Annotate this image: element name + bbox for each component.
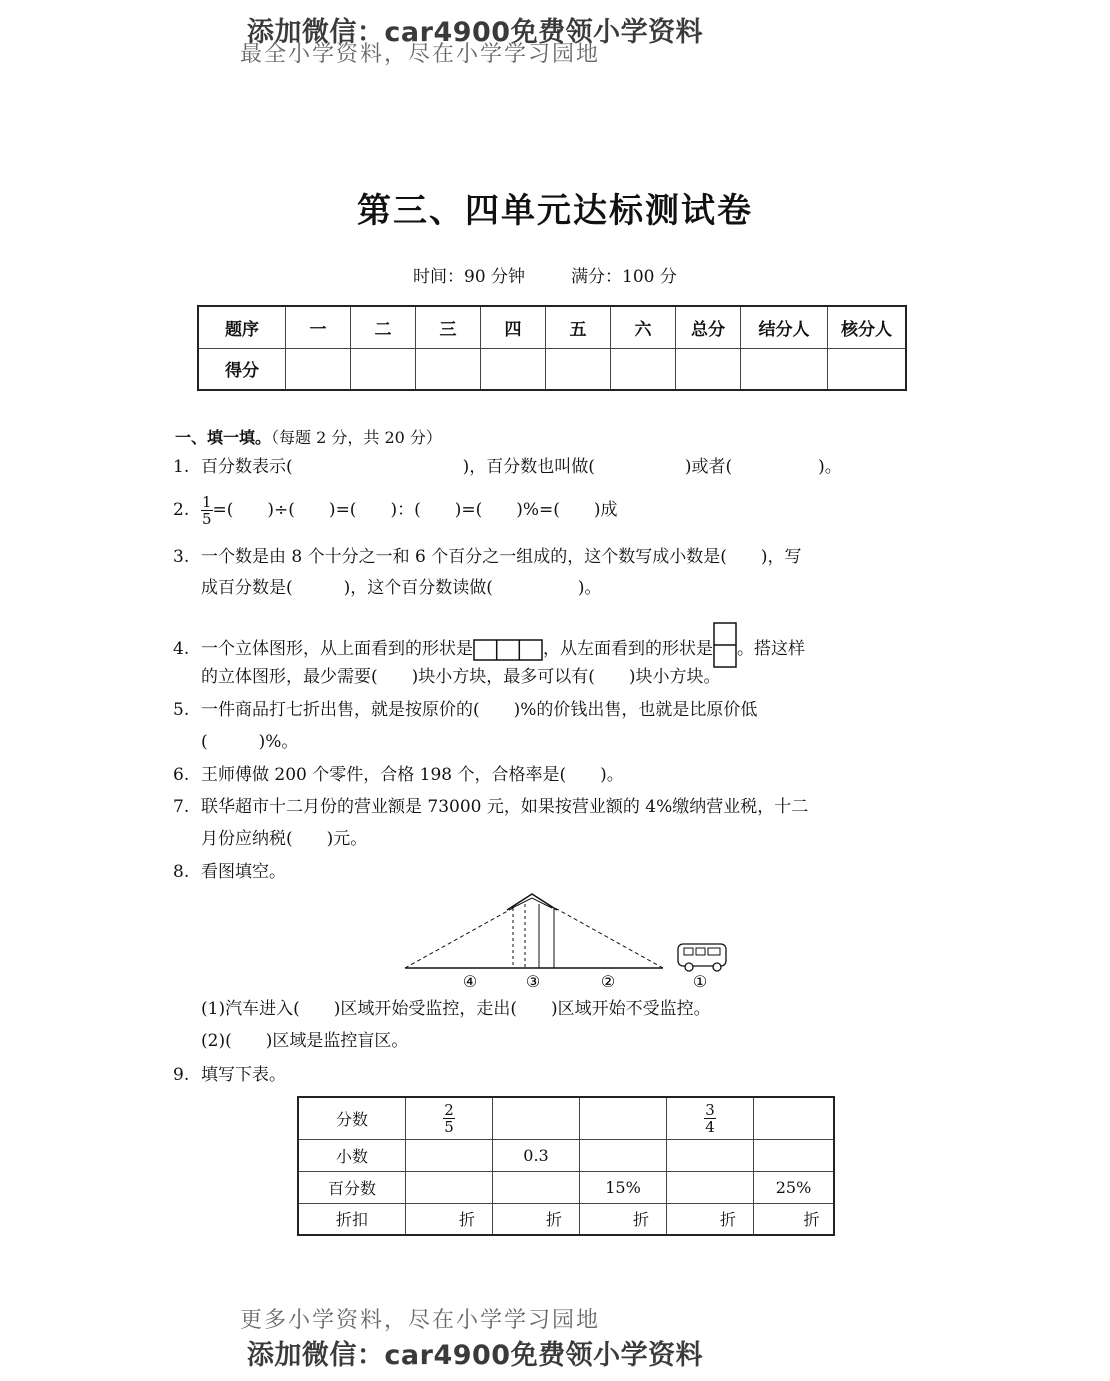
q1-part-b: )，百分数也叫做( bbox=[462, 457, 595, 477]
table-row bbox=[298, 1203, 834, 1235]
q5-line1: 一件商品打七折出售，就是按原价的( )%的价钱出售，也就是比原价低 bbox=[201, 700, 758, 720]
question-number: 4. bbox=[173, 639, 190, 659]
question-number: 2. bbox=[173, 500, 190, 520]
question-number: 9. bbox=[173, 1065, 190, 1085]
q1-part-d: )。 bbox=[818, 457, 842, 477]
score-cell: 二 bbox=[351, 306, 416, 348]
score-table-header-row bbox=[198, 306, 906, 348]
region-label: ② bbox=[600, 972, 616, 991]
question-7 bbox=[173, 797, 808, 817]
q1-part-a: 百分数表示( bbox=[201, 457, 293, 477]
score-cell: 三 bbox=[416, 306, 481, 348]
score-cell: 总分 bbox=[676, 306, 741, 348]
left-view-shape-icon bbox=[713, 622, 737, 668]
q4-part-a: 一个立体图形，从上面看到的形状是 bbox=[201, 639, 473, 659]
answer-cell[interactable] bbox=[406, 1171, 493, 1203]
fraction: $\frac{1}{5}$ bbox=[202, 493, 212, 528]
question-2 bbox=[173, 492, 618, 528]
q6-text: 王师傅做 200 个零件，合格 198 个，合格率是( )。 bbox=[201, 765, 624, 785]
table-cell bbox=[667, 1097, 754, 1139]
question-3-line2: 成百分数是( )，这个百分数读做( )。 bbox=[201, 578, 602, 598]
score-input-cell[interactable] bbox=[481, 348, 546, 390]
q1-part-c: )或者( bbox=[684, 457, 733, 477]
q8-text: 看图填空。 bbox=[201, 862, 286, 882]
discount-unit: 折 bbox=[545, 1210, 562, 1230]
section-heading bbox=[175, 425, 442, 448]
answer-cell[interactable] bbox=[667, 1203, 754, 1235]
row-label: 折扣 bbox=[298, 1203, 406, 1235]
answer-cell[interactable] bbox=[754, 1097, 835, 1139]
score-input-cell[interactable] bbox=[611, 348, 676, 390]
score-input-cell[interactable] bbox=[351, 348, 416, 390]
watermark-top: 添加微信：car4900免费领小学资料 bbox=[246, 17, 704, 48]
score-input-cell[interactable] bbox=[286, 348, 351, 390]
table-cell bbox=[406, 1097, 493, 1139]
score-cell: 一 bbox=[286, 306, 351, 348]
score-table bbox=[197, 305, 907, 391]
ghost-text-top: 最全小学资料，尽在小学学习园地 bbox=[240, 42, 601, 67]
page-title: 第三、四单元达标测试卷 bbox=[357, 191, 753, 231]
discount-unit: 折 bbox=[719, 1210, 736, 1230]
top-view-shape-icon bbox=[473, 639, 543, 661]
q2-text: =( )÷( )=( )：( )=( )%=( )成 bbox=[212, 500, 618, 520]
time-limit: 时间：90 分钟 bbox=[413, 267, 526, 287]
answer-cell[interactable] bbox=[667, 1139, 754, 1171]
score-input-cell[interactable] bbox=[741, 348, 828, 390]
answer-cell[interactable] bbox=[406, 1139, 493, 1171]
row-label: 小数 bbox=[298, 1139, 406, 1171]
question-number: 5. bbox=[173, 700, 190, 720]
question-5 bbox=[173, 700, 757, 720]
discount-unit: 折 bbox=[458, 1210, 475, 1230]
score-cell: 六 bbox=[611, 306, 676, 348]
answer-cell[interactable] bbox=[493, 1171, 580, 1203]
ghost-text-bottom: 更多小学资料，尽在小学学习园地 bbox=[240, 1308, 601, 1333]
score-cell: 五 bbox=[546, 306, 611, 348]
building-roof bbox=[507, 894, 557, 910]
table-cell: 0.3 bbox=[493, 1139, 580, 1171]
bus-icon bbox=[678, 944, 726, 971]
score-input-cell[interactable] bbox=[676, 348, 741, 390]
answer-cell[interactable] bbox=[754, 1139, 835, 1171]
q9-text: 填写下表。 bbox=[201, 1065, 286, 1085]
table-cell: 25% bbox=[754, 1171, 835, 1203]
answer-cell[interactable] bbox=[493, 1097, 580, 1139]
answer-cell[interactable] bbox=[667, 1171, 754, 1203]
row-label: 分数 bbox=[298, 1097, 406, 1139]
question-number: 1. bbox=[173, 457, 190, 477]
score-cell: 核分人 bbox=[828, 306, 907, 348]
full-score: 满分：100 分 bbox=[571, 267, 677, 287]
camera-range-left bbox=[405, 908, 513, 968]
discount-unit: 折 bbox=[803, 1210, 820, 1230]
question-8-sub1: (1)汽车进入( )区域开始受监控，走出( )区域开始不受监控。 bbox=[201, 999, 711, 1019]
surveillance-diagram bbox=[395, 888, 740, 994]
score-input-cell[interactable] bbox=[416, 348, 481, 390]
watermark-bottom: 添加微信：car4900免费领小学资料 bbox=[246, 1340, 704, 1371]
section-title: 一、填一填。 bbox=[175, 428, 272, 447]
camera-range-right bbox=[555, 908, 663, 968]
answer-cell[interactable] bbox=[580, 1203, 667, 1235]
score-cell: 结分人 bbox=[741, 306, 828, 348]
score-cell: 题序 bbox=[198, 306, 286, 348]
question-number: 6. bbox=[173, 765, 190, 785]
question-3 bbox=[173, 547, 802, 567]
score-input-cell[interactable] bbox=[546, 348, 611, 390]
table-row bbox=[298, 1097, 834, 1139]
q4-part-b: ，从左面看到的形状是 bbox=[543, 639, 713, 659]
region-label: ① bbox=[692, 972, 708, 991]
region-label: ③ bbox=[525, 972, 541, 991]
score-row-label: 得分 bbox=[198, 348, 286, 390]
question-1 bbox=[173, 457, 842, 477]
exam-meta bbox=[413, 262, 723, 287]
answer-cell[interactable] bbox=[406, 1203, 493, 1235]
row-label: 百分数 bbox=[298, 1171, 406, 1203]
answer-cell[interactable] bbox=[754, 1203, 835, 1235]
discount-unit: 折 bbox=[632, 1210, 649, 1230]
question-5-line2: ( )%。 bbox=[201, 732, 299, 752]
table-cell: 15% bbox=[580, 1171, 667, 1203]
conversion-table bbox=[297, 1096, 835, 1236]
fraction: $\frac{2}{5}$ bbox=[444, 1100, 454, 1136]
score-input-cell[interactable] bbox=[828, 348, 907, 390]
question-9 bbox=[173, 1065, 286, 1085]
q7-line1: 联华超市十二月份的营业额是 73000 元，如果按营业额的 4%缴纳营业税，十二 bbox=[201, 797, 809, 817]
answer-cell[interactable] bbox=[493, 1203, 580, 1235]
question-number: 7. bbox=[173, 797, 190, 817]
question-number: 8. bbox=[173, 862, 190, 882]
q4-part-c: 。搭这样 bbox=[737, 639, 805, 659]
answer-cell[interactable] bbox=[580, 1097, 667, 1139]
fraction: $\frac{3}{4}$ bbox=[705, 1100, 715, 1136]
score-cell: 四 bbox=[481, 306, 546, 348]
question-4 bbox=[173, 622, 805, 668]
q3-line1: 一个数是由 8 个十分之一和 6 个百分之一组成的，这个数写成小数是( )，写 bbox=[201, 547, 802, 567]
question-8 bbox=[173, 862, 286, 882]
question-8-sub2: (2)( )区域是监控盲区。 bbox=[201, 1031, 409, 1051]
question-4-line2: 的立体图形，最少需要( )块小方块，最多可以有( )块小方块。 bbox=[201, 667, 721, 687]
table-row bbox=[298, 1139, 834, 1171]
question-6 bbox=[173, 765, 624, 785]
region-label: ④ bbox=[462, 972, 478, 991]
table-row bbox=[298, 1171, 834, 1203]
answer-cell[interactable] bbox=[580, 1139, 667, 1171]
question-number: 3. bbox=[173, 547, 190, 567]
question-7-line2: 月份应纳税( )元。 bbox=[201, 829, 368, 849]
score-table-score-row bbox=[198, 348, 906, 390]
section-note: （每题 2 分，共 20 分） bbox=[271, 428, 442, 447]
